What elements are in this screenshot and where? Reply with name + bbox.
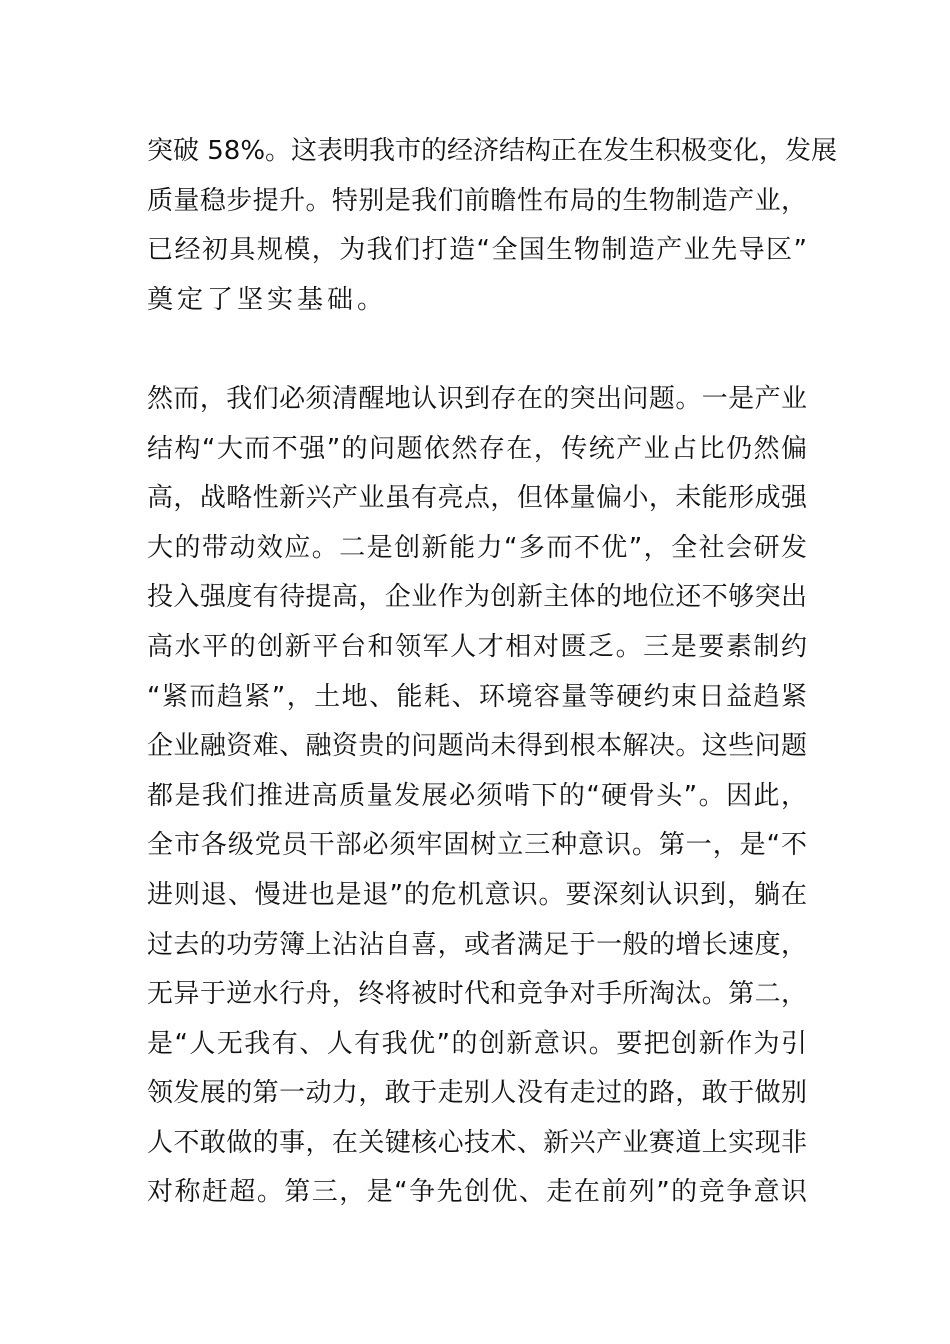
text-line: 人不敢做的事，在关键核心技术、新兴产业赛道上实现非 (147, 1127, 807, 1158)
text-line: 是“人无我有、人有我优”的创新意识。要把创新作为引 (147, 1028, 807, 1059)
text-line: 突破 58%。这表明我市的经济结构正在发生积极变化，发展 (147, 136, 838, 166)
text-line: 领发展的第一动力，敢于走别人没有走过的路，敢于做别 (147, 1078, 807, 1109)
text-line: 已经初具规模，为我们打造“全国生物制造产业先导区” (147, 235, 807, 266)
text-line: 对称赶超。第三，是“争先创优、走在前列”的竞争意识 (147, 1177, 807, 1208)
text-line: 过去的功劳簿上沾沾自喜，或者满足于一般的增长速度， (147, 929, 807, 960)
text-line: “紧而趋紧”，土地、能耗、环境容量等硬约束日益趋紧 (147, 681, 807, 712)
paragraph-2 (147, 375, 807, 1218)
text-line: 进则退、慢进也是退”的危机意识。要深刻认识到，躺在 (147, 879, 807, 910)
text-line: 都是我们推进高质量发展必须啃下的“硬骨头”。因此， (147, 780, 807, 811)
text-line: 无异于逆水行舟，终将被时代和竞争对手所淘汰。第二， (147, 979, 807, 1010)
paragraph-1 (147, 127, 838, 325)
text-line: 投入强度有待提高，企业作为创新主体的地位还不够突出 (147, 582, 807, 613)
text-line: 高水平的创新平台和领军人才相对匮乏。三是要素制约 (147, 631, 807, 662)
text-line: 质量稳步提升。特别是我们前瞻性布局的生物制造产业， (147, 185, 807, 216)
text-line: 企业融资难、融资贵的问题尚未得到根本解决。这些问题 (147, 731, 807, 762)
text-line: 结构“大而不强”的问题依然存在，传统产业占比仍然偏 (147, 433, 807, 464)
text-line: 全市各级党员干部必须牢固树立三种意识。第一，是“不 (147, 830, 807, 861)
text-line: 然而，我们必须清醒地认识到存在的突出问题。一是产业 (147, 383, 807, 414)
text-line: 大的带动效应。二是创新能力“多而不优”，全社会研发 (147, 532, 807, 563)
text-line: 奠定了坚实基础。 (147, 284, 388, 315)
document-page (147, 127, 838, 1218)
text-line: 高，战略性新兴产业虽有亮点，但体量偏小，未能形成强 (147, 483, 807, 514)
